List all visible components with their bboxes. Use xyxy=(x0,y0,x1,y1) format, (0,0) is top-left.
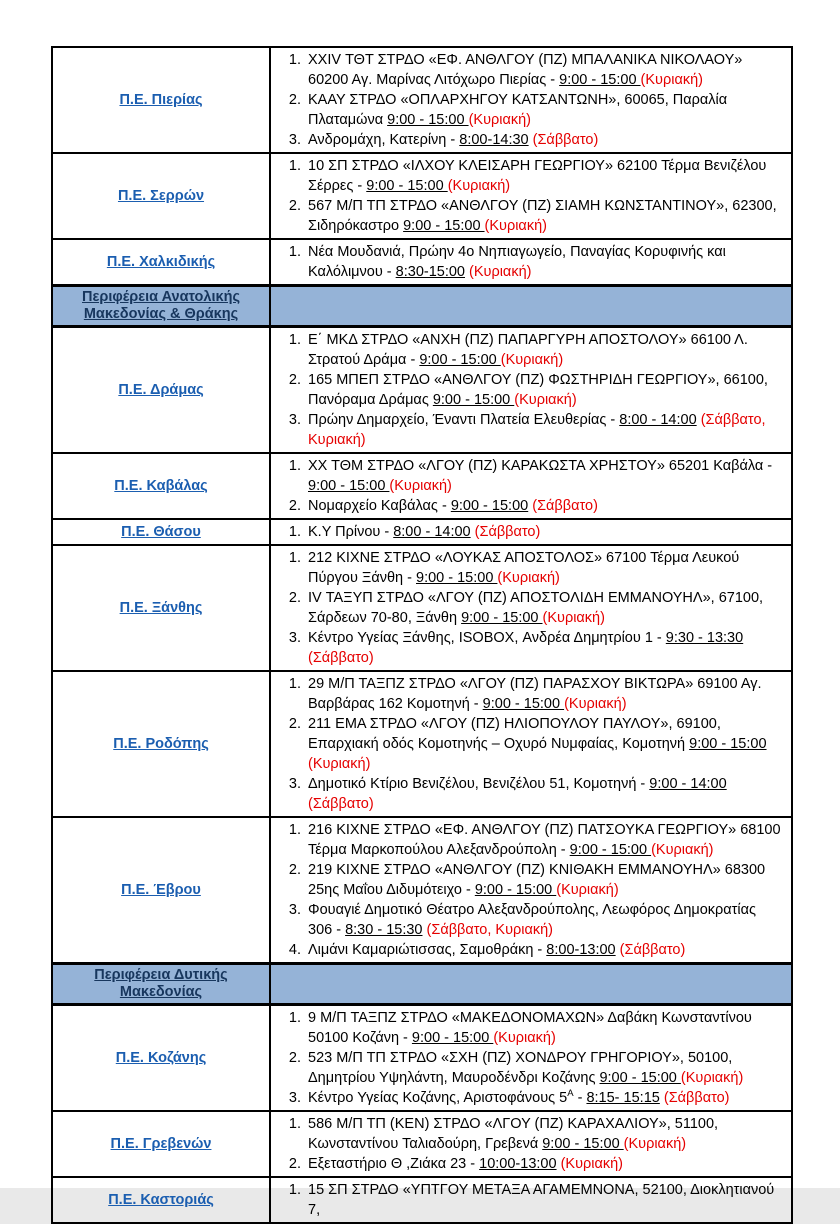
region-row xyxy=(52,1111,792,1177)
location-item xyxy=(305,1154,781,1174)
day-label: (Σάββατο) xyxy=(308,650,374,666)
day-label: (Κυριακή) xyxy=(564,696,627,712)
region-name-cell xyxy=(52,47,270,153)
region-name-cell xyxy=(52,239,270,286)
locations-list xyxy=(271,456,785,516)
time-range: 9:00 - 15:00 xyxy=(482,696,565,712)
region-row xyxy=(52,671,792,817)
location-text: Κ.Υ Πρίνου - xyxy=(308,524,394,540)
group-header-row xyxy=(52,964,792,1005)
location-item xyxy=(305,628,781,668)
location-text: Κέντρο Υγείας Κοζάνης, Αριστοφάνους 5 xyxy=(308,1090,568,1106)
location-item xyxy=(305,674,781,714)
location-text: Νέα Μουδανιά, Πρώην 4ο Νηπιαγωγείο, Παναγίας Κορυφινής και Καλόλιμνου - xyxy=(308,244,726,280)
location-item xyxy=(305,1048,781,1088)
location-text: 212 ΚΙΧΝΕ ΣΤΡΔΟ «ΛΟΥΚΑΣ ΑΠΟΣΤΟΛΟΣ» 67100 Τέρμα Λευκού Πύργου Ξάνθη - xyxy=(308,550,740,586)
location-text: 15 ΣΠ ΣΤΡΔΟ «ΥΠΤΓΟΥ ΜΕΤΑΞΑ ΑΓΑΜΕΜΝΟΝΑ, 52100, Διοκλητιανού 7, xyxy=(308,1182,775,1218)
location-text: Εξεταστήριο Θ ,Ζιάκα 23 - xyxy=(308,1156,480,1172)
locations-list xyxy=(271,548,785,668)
time-range: 8:00 - 14:00 xyxy=(619,412,697,428)
day-label: (Κυριακή) xyxy=(493,1030,556,1046)
location-text: Κέντρο Υγείας Ξάνθης, ISOBOX, Ανδρέα Δημητρίου 1 - xyxy=(308,630,666,646)
time-range: 9:00 - 15:00 xyxy=(366,178,448,194)
region-name-cell xyxy=(52,545,270,671)
time-range: 8:00-13:00 xyxy=(546,942,616,958)
region-row xyxy=(52,239,792,286)
region-group-header-cell xyxy=(52,286,270,327)
day-label: (Κυριακή) xyxy=(484,218,547,234)
location-text: Φουαγιέ Δημοτικό Θέατρο Αλεξανδρούπολης, Λεωφόρος Δημοκρατίας 306 - xyxy=(308,902,756,938)
time-range: 8:15- 15:15 xyxy=(586,1090,660,1106)
time-range: 9:00 - 15:00 xyxy=(432,392,515,408)
day-label: (Σάββατο) xyxy=(474,524,541,540)
region-link[interactable]: Π.Ε. Θάσου xyxy=(121,524,201,540)
regions-schedule-table xyxy=(51,46,793,1224)
location-text: IV ΤΑΞΥΠ ΣΤΡΔΟ «ΛΓΟΥ (ΠΖ) ΑΠΟΣΤΟΛΙΔΗ ΕΜΜΑΝΟΥΗΛ», 67100, Σάρδεων 70-80, Ξάνθη xyxy=(308,590,764,626)
region-link[interactable]: Π.Ε. Έβρου xyxy=(121,882,201,898)
location-text: Δημοτικό Κτίριο Βενιζέλου, Βενιζέλου 51, Κομοτηνή - xyxy=(308,776,650,792)
time-range: 8:00 - 14:00 xyxy=(393,524,471,540)
day-label: (Κυριακή) xyxy=(468,112,531,128)
region-row xyxy=(52,817,792,964)
locations-cell xyxy=(270,1177,792,1223)
time-range: 9:00 - 15:00 xyxy=(542,1136,624,1152)
region-group-label: Περιφέρεια Ανατολικής Μακεδονίας & Θράκης xyxy=(82,289,240,322)
location-text: 9 Μ/Π ΤΑΞΠΖ ΣΤΡΔΟ «ΜΑΚΕΔΟΝΟΜΑΧΩΝ» Δαβάκη Κωνσταντίνου 50100 Κοζάνη - xyxy=(308,1010,752,1046)
location-item xyxy=(305,370,781,410)
region-link[interactable]: Π.Ε. Δράμας xyxy=(118,382,204,398)
day-label: (Κυριακή) xyxy=(640,72,703,88)
region-row xyxy=(52,327,792,454)
location-item xyxy=(305,774,781,814)
region-row xyxy=(52,153,792,239)
locations-cell xyxy=(270,1005,792,1112)
location-item xyxy=(305,1008,781,1048)
region-group-header-cell xyxy=(52,964,270,1005)
day-label: (Σάββατο) xyxy=(663,1090,730,1106)
day-label: (Κυριακή) xyxy=(542,610,605,626)
time-range: 9:00 - 15:00 xyxy=(569,842,652,858)
location-text: 211 ΕΜΑ ΣΤΡΔΟ «ΛΓΟΥ (ΠΖ) ΗΛΙΟΠΟΥΛΟΥ ΠΑΥΛΟΥ», 69100, Επαρχιακή οδός Κομοτηνής – Οχυρό Νυμφαίας, Κομοτηνή xyxy=(308,716,721,752)
location-item xyxy=(305,196,781,236)
locations-list xyxy=(271,242,785,282)
location-text: 523 Μ/Π ΤΠ ΣΤΡΔΟ «ΣΧΗ (ΠΖ) ΧΟΝΔΡΟΥ ΓΡΗΓΟΡΙΟΥ», 50100, Δημητρίου Υψηλάντη, Μαυροδένδρι Κοζάνης xyxy=(308,1050,733,1086)
day-label: (Σάββατο) xyxy=(619,942,686,958)
region-name-cell xyxy=(52,1177,270,1223)
time-range: 9:30 - 13:30 xyxy=(665,630,744,646)
locations-list xyxy=(271,522,785,542)
time-range: 9:00 - 15:00 xyxy=(599,1070,681,1086)
region-row xyxy=(52,47,792,153)
day-label: (Κυριακή) xyxy=(447,178,511,194)
day-label: (Κυριακή) xyxy=(500,352,564,368)
locations-cell xyxy=(270,327,792,454)
regions-table-body xyxy=(52,47,792,1223)
region-link[interactable]: Π.Ε. Καστοριάς xyxy=(108,1192,214,1208)
region-link[interactable]: Π.Ε. Ξάνθης xyxy=(119,600,203,616)
day-label: (Σάββατο) xyxy=(532,498,598,514)
time-range: 9:00 - 15:00 xyxy=(461,610,543,626)
region-link[interactable]: Π.Ε. Χαλκιδικής xyxy=(106,254,216,270)
locations-cell xyxy=(270,817,792,964)
time-range: 9:00 - 14:00 xyxy=(649,776,727,792)
time-range: 9:00 - 15:00 xyxy=(403,218,485,234)
location-item xyxy=(305,156,781,196)
day-label: (Κυριακή) xyxy=(469,264,532,280)
time-range: 9:00 - 15:00 xyxy=(474,882,557,898)
location-item xyxy=(305,90,781,130)
location-text: 567 Μ/Π ΤΠ ΣΤΡΔΟ «ΑΝΘΛΓΟΥ (ΠΖ) ΣΙΑΜΗ ΚΩΝΣΤΑΝΤΙΝΟΥ», 62300, Σιδηρόκαστρο xyxy=(308,198,777,234)
day-label: (Κυριακή) xyxy=(514,392,577,408)
day-label: (Κυριακή) xyxy=(560,1156,624,1172)
region-name-cell xyxy=(52,153,270,239)
locations-list xyxy=(271,330,785,450)
location-text: Ε΄ ΜΚΔ ΣΤΡΔΟ «ΑΝΧΗ (ΠΖ) ΠΑΠΑΡΓΥΡΗ ΑΠΟΣΤΟΛΟΥ» 66100 Λ. Στρατού Δράμα - xyxy=(308,332,748,368)
location-text: 586 Μ/Π ΤΠ (ΚΕΝ) ΣΤΡΔΟ «ΛΓΟΥ (ΠΖ) ΚΑΡΑΧΑΛΙΟΥ», 51100, Κωνσταντίνου Ταλιαδούρη, Γρεβενά xyxy=(308,1116,719,1152)
location-item xyxy=(305,50,781,90)
location-item xyxy=(305,1088,781,1108)
locations-cell xyxy=(270,545,792,671)
superscript-text: Α xyxy=(567,1088,574,1100)
location-text: Πρώην Δημαρχείο, Έναντι Πλατεία Ελευθερίας - xyxy=(308,412,620,428)
locations-list xyxy=(271,1008,785,1108)
group-header-row xyxy=(52,286,792,327)
locations-cell xyxy=(270,519,792,545)
location-text: Νομαρχείο Καβάλας - xyxy=(308,498,451,514)
location-item xyxy=(305,940,781,960)
region-group-header-spacer xyxy=(270,286,792,327)
locations-list xyxy=(271,1180,785,1220)
location-text: 216 ΚΙΧΝΕ ΣΤΡΔΟ «ΕΦ. ΑΝΘΛΓΟΥ (ΠΖ) ΠΑΤΣΟΥΚΑ ΓΕΩΡΓΙΟΥ» 68100 Τέρμα Μαρκοπούλου Αλεξανδρούπολη - xyxy=(308,822,781,858)
region-link[interactable]: Π.Ε. Καβάλας xyxy=(114,478,208,494)
day-label: (Σάββατο, Κυριακή) xyxy=(308,412,766,448)
locations-list xyxy=(271,50,785,150)
location-item xyxy=(305,714,781,774)
locations-list xyxy=(271,1114,785,1174)
location-text: 165 ΜΠΕΠ ΣΤΡΔΟ «ΑΝΘΛΓΟΥ (ΠΖ) ΦΩΣΤΗΡΙΔΗ ΓΕΩΡΓΙΟΥ», 66100, Πανόραμα Δράμας xyxy=(308,372,768,408)
region-row xyxy=(52,545,792,671)
location-item xyxy=(305,588,781,628)
region-name-cell xyxy=(52,817,270,964)
region-name-cell xyxy=(52,1111,270,1177)
location-item xyxy=(305,1114,781,1154)
region-name-cell xyxy=(52,327,270,454)
location-text: ΧΧ ΤΘΜ ΣΤΡΔΟ «ΛΓΟΥ (ΠΖ) ΚΑΡΑΚΩΣΤΑ ΧΡΗΣΤΟΥ» 65201 Καβάλα - xyxy=(308,458,773,474)
location-text: Λιμάνι Καμαριώτισσας, Σαμοθράκη - xyxy=(308,942,547,958)
day-label: (Κυριακή) xyxy=(497,570,560,586)
day-label: (Κυριακή) xyxy=(651,842,714,858)
time-range: 9:00 - 15:00 xyxy=(450,498,529,514)
location-text: 219 ΚΙΧΝΕ ΣΤΡΔΟ «ΑΝΘΛΓΟΥ (ΠΖ) ΚΝΙΘΑΚΗ ΕΜΜΑΝΟΥΗΛ» 68300 25ης Μαΐου Διδυμότειχο - xyxy=(308,862,766,898)
region-link[interactable]: Π.Ε. Κοζάνης xyxy=(115,1050,207,1066)
time-range: 9:00 - 15:00 xyxy=(416,570,498,586)
region-link[interactable]: Π.Ε. Πιερίας xyxy=(119,92,203,108)
locations-cell xyxy=(270,1111,792,1177)
time-range: 9:00 - 15:00 xyxy=(308,478,390,494)
locations-list xyxy=(271,820,785,960)
location-item xyxy=(305,130,781,150)
time-range: 8:30 - 15:30 xyxy=(345,922,423,938)
location-item xyxy=(305,548,781,588)
locations-cell xyxy=(270,453,792,519)
day-label: (Κυριακή) xyxy=(680,1070,744,1086)
time-range: 9:00 - 15:00 xyxy=(387,112,469,128)
locations-list xyxy=(271,674,785,814)
time-range: 8:00-14:30 xyxy=(459,132,529,148)
region-row xyxy=(52,1177,792,1223)
location-text: 29 Μ/Π ΤΑΞΠΖ ΣΤΡΔΟ «ΛΓΟΥ (ΠΖ) ΠΑΡΑΣΧΟΥ ΒΙΚΤΩΡΑ» 69100 Αγ. Βαρβάρας 162 Κομοτηνή - xyxy=(308,676,762,712)
region-row xyxy=(52,519,792,545)
day-label: (Κυριακή) xyxy=(623,1136,687,1152)
location-item xyxy=(305,456,781,496)
location-text: - xyxy=(573,1090,587,1106)
time-range: 9:00 - 15:00 xyxy=(411,1030,494,1046)
location-item xyxy=(305,330,781,370)
locations-cell xyxy=(270,47,792,153)
locations-list xyxy=(271,156,785,236)
time-range: 8:30-15:00 xyxy=(395,264,465,280)
day-label: (Κυριακή) xyxy=(389,478,452,494)
location-text: Ανδρομάχη, Κατερίνη - xyxy=(308,132,460,148)
time-range: 9:00 - 15:00 xyxy=(559,72,641,88)
location-text: ΚΑΑΥ ΣΤΡΔΟ «ΟΠΛΑΡΧΗΓΟΥ ΚΑΤΣΑΝΤΩΝΗ», 60065, Παραλία Πλαταμώνα xyxy=(308,92,728,128)
location-item xyxy=(305,522,781,542)
location-item xyxy=(305,900,781,940)
day-label: (Κυριακή) xyxy=(556,882,619,898)
location-text: XXIV ΤΘΤ ΣΤΡΔΟ «ΕΦ. ΑΝΘΛΓΟΥ (ΠΖ) ΜΠΑΛΑΝΙΚΑ ΝΙΚΟΛΑΟΥ» 60200 Αγ. Μαρίνας Λιτόχωρο Πιερίας - xyxy=(308,52,743,88)
location-text: 10 ΣΠ ΣΤΡΔΟ «ΙΛΧΟΥ ΚΛΕΙΣΑΡΗ ΓΕΩΡΓΙΟΥ» 62100 Τέρμα Βενιζέλου Σέρρες - xyxy=(308,158,767,194)
locations-cell xyxy=(270,153,792,239)
region-name-cell xyxy=(52,453,270,519)
location-item xyxy=(305,820,781,860)
location-item xyxy=(305,242,781,282)
time-range: 9:00 - 15:00 xyxy=(419,352,501,368)
region-link[interactable]: Π.Ε. Σερρών xyxy=(117,188,205,204)
region-group-header-spacer xyxy=(270,964,792,1005)
day-label: (Κυριακή) xyxy=(308,756,371,772)
location-item xyxy=(305,1180,781,1220)
region-name-cell xyxy=(52,1005,270,1112)
region-group-label: Περιφέρεια Δυτικής Μακεδονίας xyxy=(94,967,228,1000)
day-label: (Σάββατο) xyxy=(308,796,374,812)
region-name-cell xyxy=(52,519,270,545)
locations-cell xyxy=(270,239,792,286)
region-link[interactable]: Π.Ε. Ροδόπης xyxy=(113,736,209,752)
region-row xyxy=(52,453,792,519)
time-range: 10:00-13:00 xyxy=(479,1156,557,1172)
location-item xyxy=(305,410,781,450)
day-label: (Σάββατο) xyxy=(532,132,599,148)
region-link[interactable]: Π.Ε. Γρεβενών xyxy=(110,1136,212,1152)
region-row xyxy=(52,1005,792,1112)
location-item xyxy=(305,496,781,516)
time-range: 9:00 - 15:00 xyxy=(689,736,767,752)
region-name-cell xyxy=(52,671,270,817)
locations-cell xyxy=(270,671,792,817)
day-label: (Σάββατο, Κυριακή) xyxy=(426,922,554,938)
location-item xyxy=(305,860,781,900)
